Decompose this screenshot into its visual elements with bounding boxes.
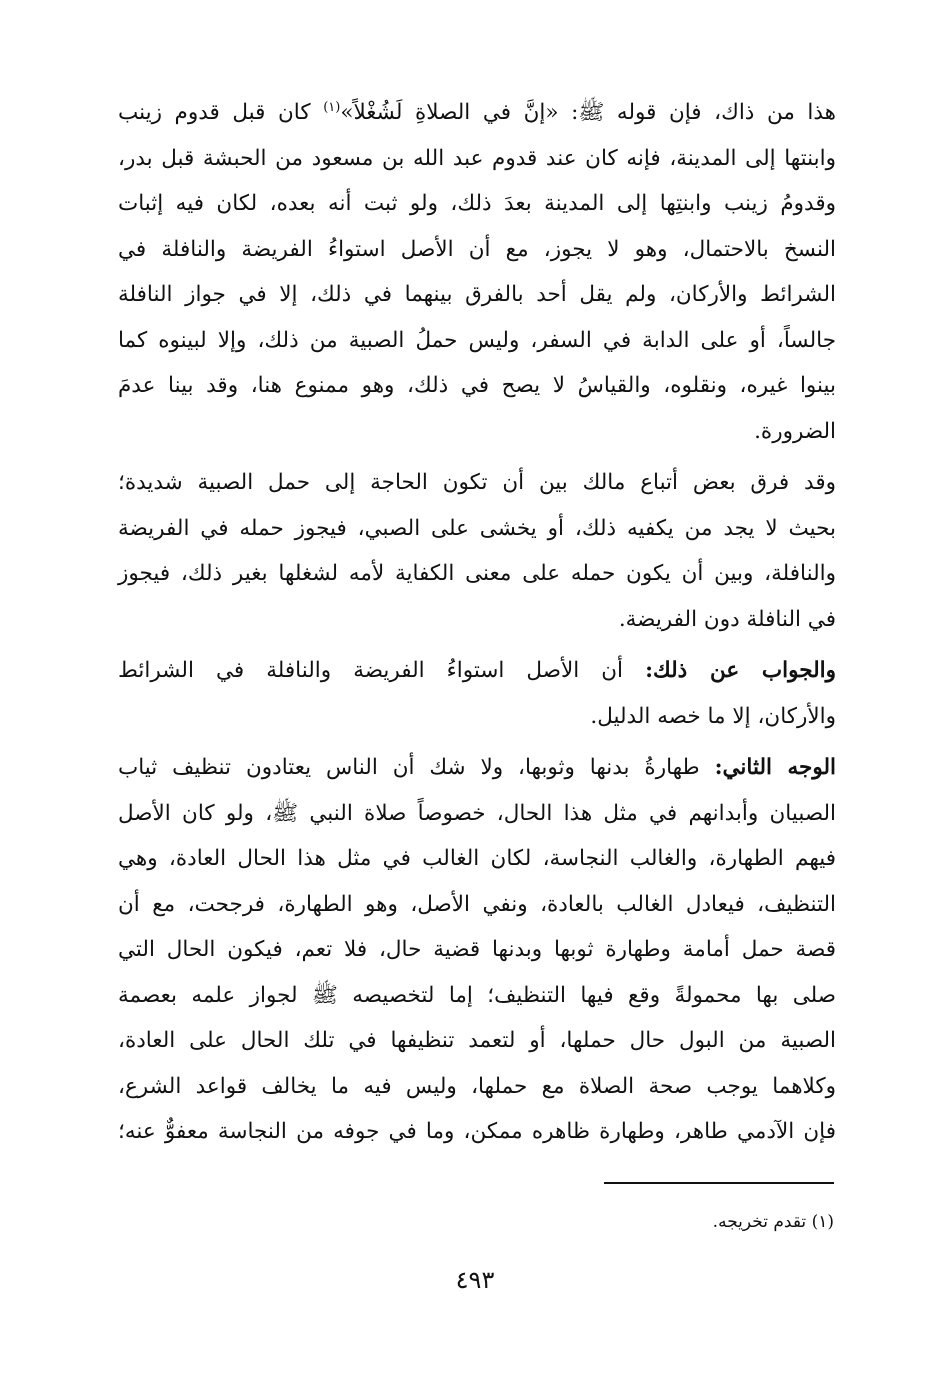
- paragraph-3: [118, 648, 836, 739]
- text-line-content: كان قبل قدوم زينب: [118, 100, 324, 125]
- text-line: الضرورة.: [754, 418, 836, 444]
- text-line: النسخ بالاحتمال، وهو لا يجوز، مع أن الأصل استواءُ الفريضة والنافلة في: [118, 236, 836, 262]
- footnote-number: (١): [811, 1212, 834, 1232]
- text-line: [118, 745, 836, 791]
- text-line: في النافلة دون الفريضة.: [618, 606, 836, 632]
- answer-heading: والجواب عن ذلك:: [645, 658, 836, 683]
- text-line: صلى بها محمولةً وقع فيها التنظيف؛ إما لتخصيصه ﷺ لجواز علمه بعصمة: [118, 982, 836, 1008]
- text-line: فيهم الطهارة، والغالب النجاسة، لكان الغالب في مثل هذا الحال العادة، وهي: [118, 846, 836, 871]
- text-line: وقدومُ زينب وابنتِها إلى المدينة بعدَ ذلك، ولو ثبت أنه بعده، لكان فيه إثبات: [118, 191, 836, 216]
- text-line: [118, 90, 836, 136]
- footnote-text: تقدم تخريجه.: [712, 1212, 807, 1232]
- section-heading: الوجه الثاني:: [714, 755, 836, 780]
- text-line: والأركان، إلا ما خصه الدليل.: [590, 703, 836, 729]
- main-text: [118, 90, 836, 1155]
- text-line: وكلاهما يوجب صحة الصلاة مع حملها، وليس فيه ما يخالف قواعد الشرع،: [118, 1073, 836, 1099]
- page-number: ٤٩٣: [455, 1266, 495, 1294]
- text-line: الصبيان وأبدانهم في مثل هذا الحال، خصوصاً صلاة النبي ﷺ، ولو كان الأصل: [118, 800, 836, 826]
- text-line: بحيث لا يجد من يكفيه ذلك، أو يخشى على الصبي، فيجوز حمله في الفريضة: [118, 515, 836, 541]
- text-line-content: طهارةُ بدنها وثوبها، ولا شك أن الناس يعتادون تنظيف ثياب: [118, 755, 715, 780]
- paragraph-1: [118, 90, 836, 454]
- text-line: بينوا غيره، ونقلوه، والقياسُ لا يصح في ذلك، وهو ممنوع هنا، وقد بينا عدمَ: [118, 373, 836, 398]
- text-line: وابنتها إلى المدينة، فإنه كان عند قدوم عبد الله بن مسعود من الحبشة قبل بدر،: [118, 145, 836, 171]
- text-line: فإن الآدمي طاهر، وطهارة ظاهره ممكن، وما في جوفه من النجاسة معفوٌّ عنه؛: [118, 1119, 836, 1144]
- text-line: جالساً، أو على الدابة في السفر، وليس حملُ الصبية من ذلك، وإلا لبينوه كما: [118, 327, 836, 353]
- text-line: التنظيف، فيعادل الغالب بالعادة، ونفي الأصل، وهو الطهارة، فرجحت، مع أن: [118, 891, 836, 917]
- footnote: [500, 1207, 834, 1237]
- text-line-content: أن الأصل استواءُ الفريضة والنافلة في الشرائط: [118, 658, 646, 683]
- text-line: وقد فرق بعض أتباع مالك بين أن تكون الحاجة إلى حمل الصبية شديدة؛: [118, 470, 836, 495]
- paragraph-2: [118, 460, 836, 642]
- text-line-content: هذا من ذاك، فإن قوله ﷺ: «إنَّ في الصلاةِ لَشُغْلاً»: [340, 100, 837, 125]
- text-line: الشرائط والأركان، ولم يقل أحد بالفرق بينهما في ذلك، إلا في جواز النافلة: [118, 282, 836, 307]
- text-line: قصة حمل أمامة وطهارة ثوبها وبدنها قضية حال، فلا تعم، فيكون الحال التي: [118, 937, 836, 962]
- paragraph-4: [118, 745, 836, 1155]
- text-line: والنافلة، وبين أن يكون حمله على معنى الكفاية لأمه لشغلها بغير ذلك، فيجوز: [118, 561, 836, 586]
- footnote-marker: (١): [323, 99, 341, 115]
- footnote-separator: [604, 1182, 834, 1184]
- text-line: الصبية من البول حال حملها، أو لتعمد تنظيفها في تلك الحال على العادة،: [118, 1028, 836, 1053]
- text-line: [118, 648, 836, 694]
